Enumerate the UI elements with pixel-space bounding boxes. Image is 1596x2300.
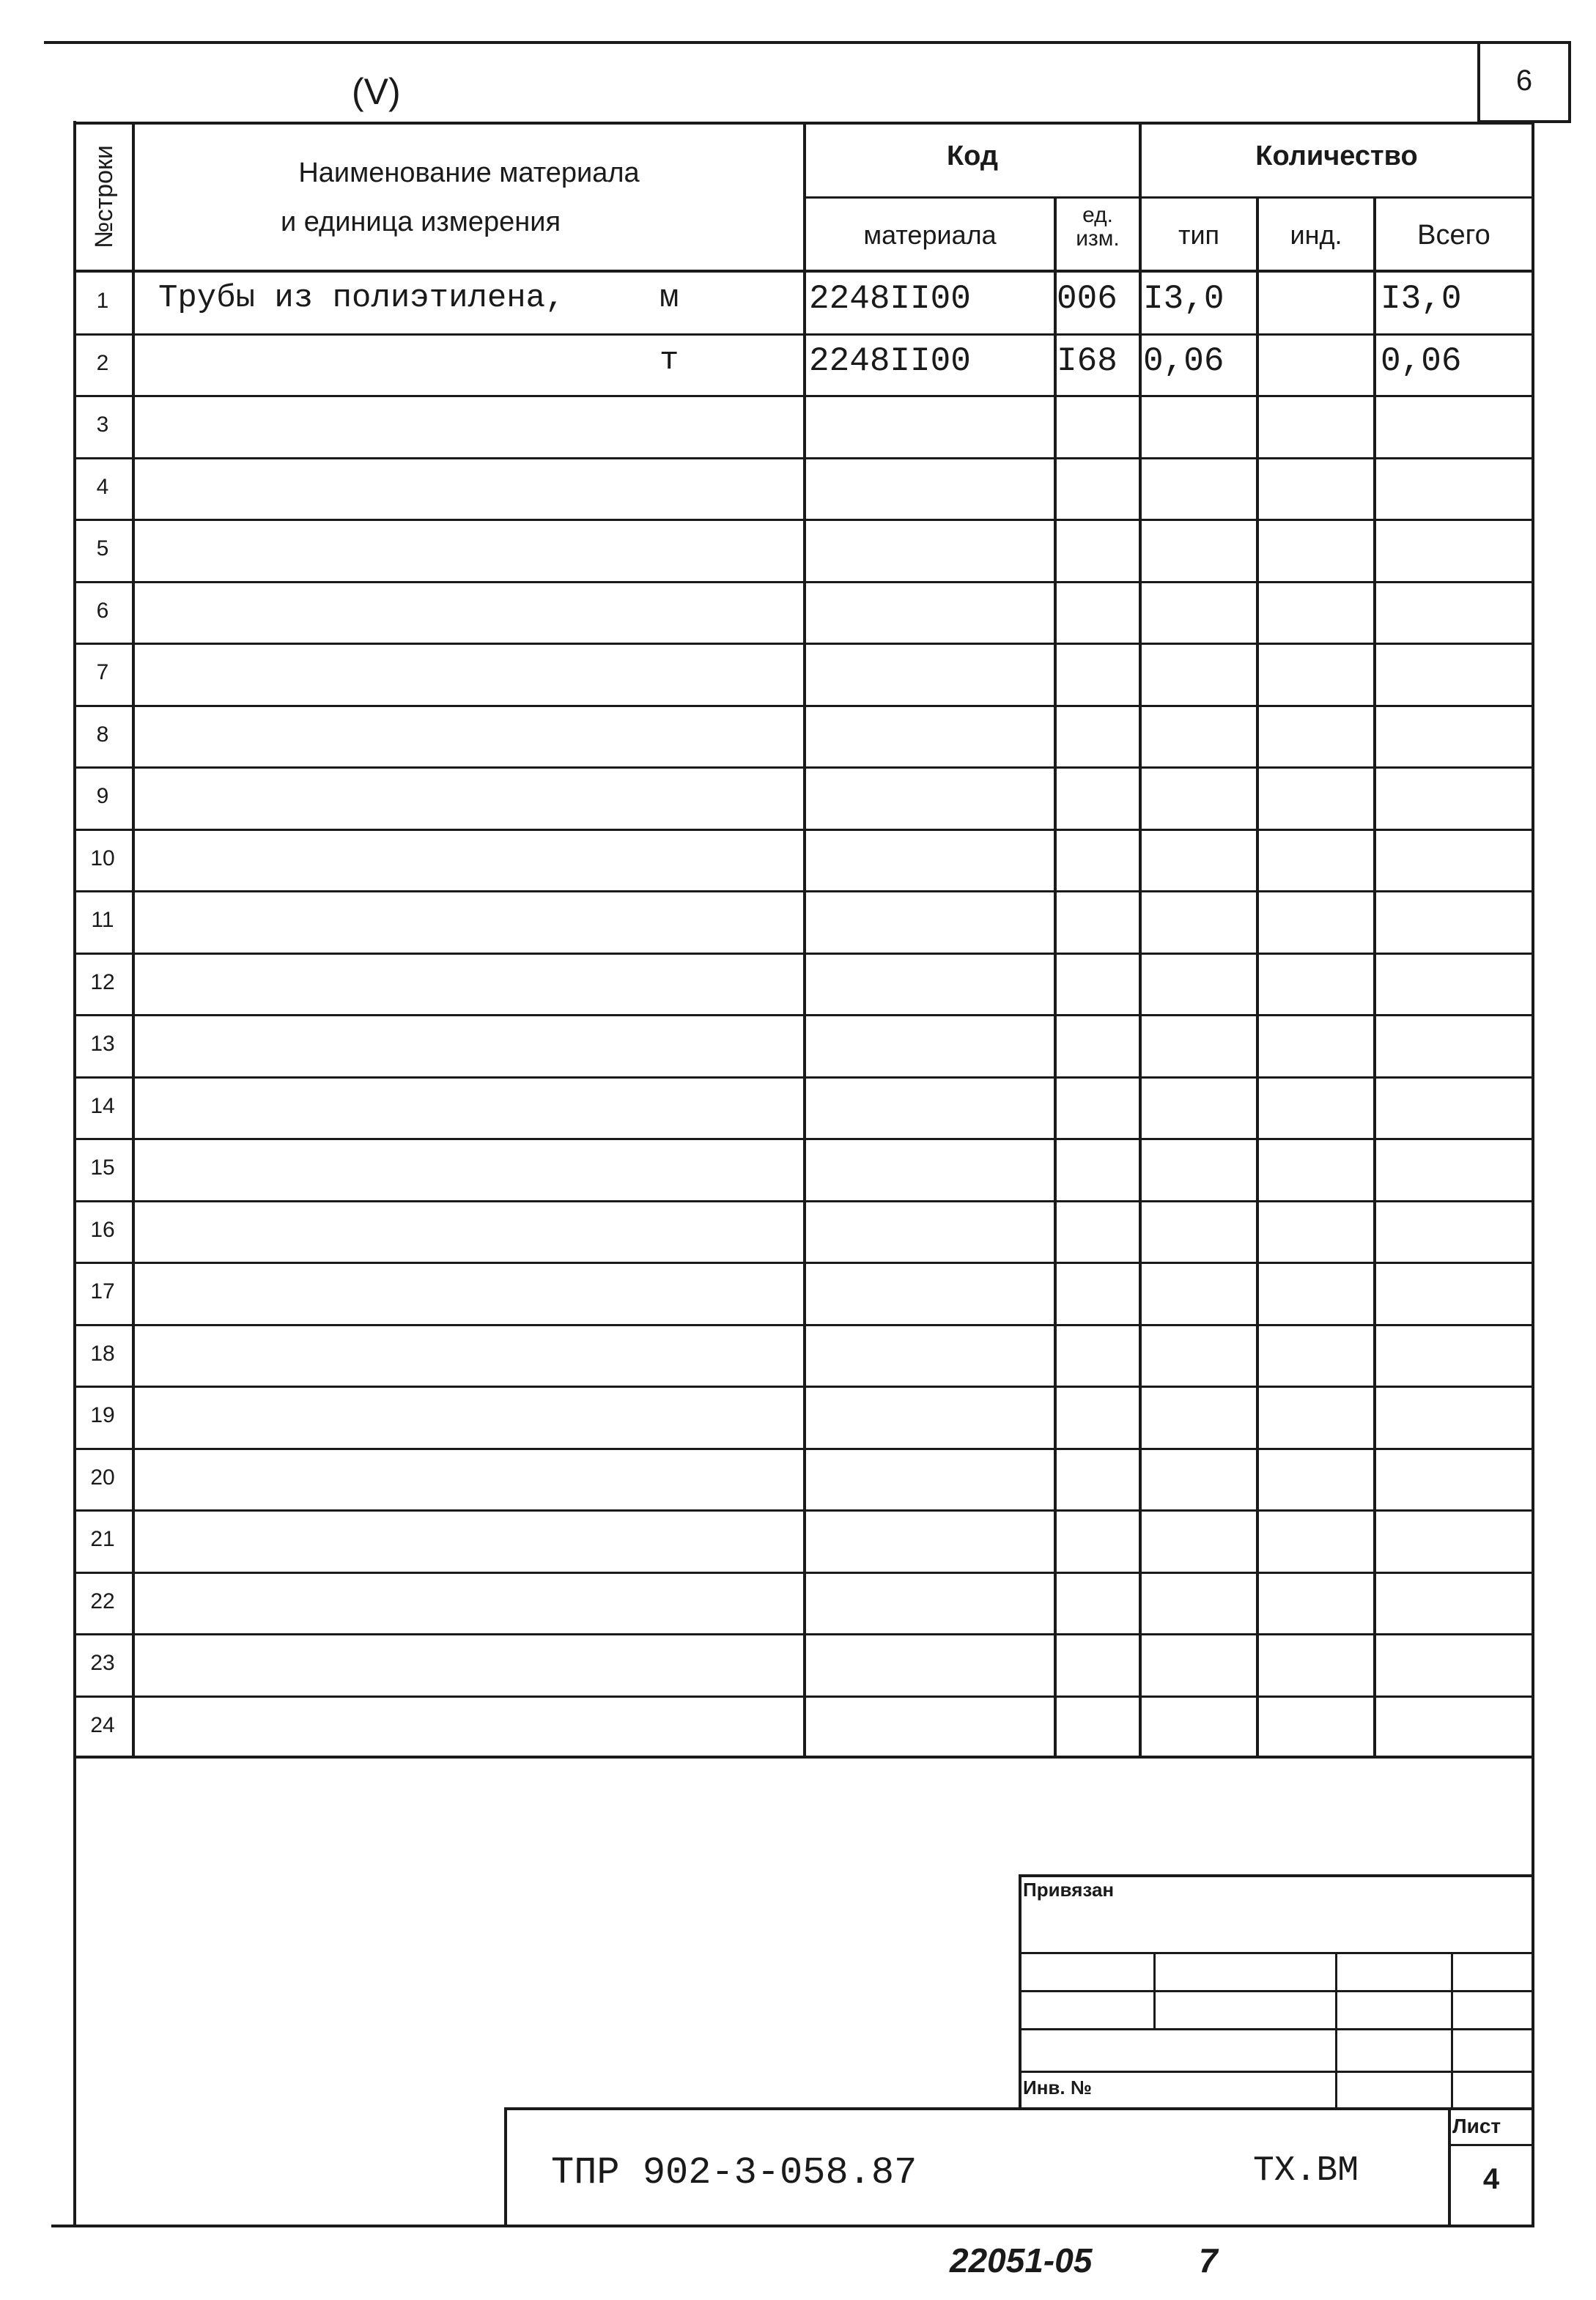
row-number: 11 — [91, 908, 114, 932]
sheet-number: 4 — [1482, 2163, 1500, 2195]
row-divider — [73, 1448, 1532, 1450]
header-code: Код — [946, 141, 999, 171]
header-total: Всего — [1417, 220, 1490, 251]
header-bottom-line — [73, 270, 1532, 273]
row-divider — [73, 953, 1532, 955]
row-total: 0,06 — [1381, 342, 1462, 380]
corner-box-right — [1568, 41, 1571, 122]
frame-top-line — [44, 41, 1568, 44]
row-number: 14 — [90, 1094, 115, 1118]
row-divider — [73, 766, 1532, 769]
row-number: 22 — [90, 1589, 115, 1613]
row-total: I3,0 — [1381, 280, 1462, 318]
row-divider — [73, 519, 1532, 521]
stamp-line-4 — [1019, 2071, 1532, 2073]
row-number: 18 — [90, 1342, 115, 1366]
row-divider — [73, 1014, 1532, 1016]
row-divider — [73, 1572, 1532, 1574]
frame-right-line — [1532, 121, 1534, 2227]
row-name: Трубы из полиэтилена, — [158, 280, 565, 317]
row-divider — [73, 457, 1532, 459]
row-number: 3 — [96, 413, 109, 437]
row-divider — [73, 1324, 1532, 1326]
doc-code: ТПР 902-3-058.87 — [551, 2151, 917, 2194]
frame-bottom-line — [51, 2225, 1534, 2227]
row-divider — [73, 1262, 1532, 1264]
row-number: 1 — [96, 289, 109, 313]
row-number: 17 — [90, 1279, 115, 1304]
row-divider — [73, 1138, 1532, 1140]
row-divider — [73, 395, 1532, 397]
row-divider — [73, 1633, 1532, 1635]
row-number: 16 — [90, 1218, 115, 1242]
row-divider — [73, 1076, 1532, 1079]
row-number: 13 — [90, 1032, 115, 1056]
title-box-left — [504, 2107, 507, 2226]
row-unit-letter: м — [660, 280, 679, 317]
row-number: 20 — [90, 1465, 115, 1490]
row-number: 6 — [96, 599, 109, 623]
header-name-line1: Наименование материала — [298, 158, 640, 188]
row-number: 8 — [96, 722, 109, 747]
row-number: 4 — [96, 475, 109, 499]
stamp-top-line — [1019, 1874, 1532, 1877]
stamp-vline-1 — [1153, 1952, 1156, 2028]
title-box-top — [504, 2107, 1532, 2110]
corner-number: 6 — [1515, 64, 1533, 97]
row-unit-code: 006 — [1057, 280, 1117, 318]
col-line-unit — [1139, 122, 1142, 1757]
stamp-vline-3 — [1451, 1952, 1453, 2109]
row-material-code: 2248II00 — [809, 280, 971, 318]
row-divider — [73, 705, 1532, 707]
col-line-rownum — [132, 122, 135, 1757]
row-divider — [73, 890, 1532, 892]
header-ind: инд. — [1290, 220, 1342, 250]
col-line-typ — [1256, 196, 1259, 1757]
stamp-inv-label: Инв. № — [1023, 2077, 1092, 2099]
header-typ: тип — [1178, 220, 1220, 250]
row-number: 7 — [96, 660, 109, 684]
sheet-label-line — [1448, 2144, 1532, 2146]
stamp-bound-label: Привязан — [1023, 1879, 1115, 1901]
stamp-vline-2 — [1335, 1952, 1337, 2109]
row-number: 10 — [90, 846, 115, 870]
row-number: 23 — [90, 1651, 115, 1675]
row-typ: 0,06 — [1143, 342, 1224, 380]
footer-page: 7 — [1199, 2241, 1218, 2279]
row-number: 12 — [90, 970, 115, 994]
doc-mark: ТХ.ВМ — [1253, 2151, 1359, 2191]
row-divider — [73, 333, 1532, 336]
header-row-number: №строки — [89, 144, 118, 248]
row-unit-letter: т — [660, 342, 679, 379]
col-line-name — [803, 122, 806, 1757]
header-material: материала — [863, 220, 997, 250]
col-line-ind — [1373, 196, 1376, 1757]
variant-label: (V) — [352, 71, 401, 112]
row-unit-code: I68 — [1057, 342, 1117, 380]
sheet-label: Лист — [1452, 2115, 1501, 2137]
archive-number: 22051-05 — [950, 2241, 1093, 2279]
header-quantity: Количество — [1255, 141, 1418, 171]
row-number: 5 — [96, 536, 109, 561]
row-number: 15 — [90, 1155, 115, 1180]
row-divider — [73, 829, 1532, 831]
header-unit: ед. изм. — [1076, 203, 1120, 251]
row-divider — [73, 643, 1532, 645]
row-divider — [73, 1200, 1532, 1202]
stamp-line-1 — [1019, 1952, 1532, 1954]
row-number: 9 — [96, 784, 109, 808]
table-top-line — [73, 122, 1532, 125]
row-divider — [73, 581, 1532, 583]
row-material-code: 2248II00 — [809, 342, 971, 380]
header-row-number-cell — [76, 123, 132, 270]
row-divider — [73, 1386, 1532, 1388]
header-name-line2: и единица измерения — [280, 207, 561, 237]
stamp-line-3 — [1019, 2028, 1532, 2030]
table-bottom-line — [73, 1756, 1532, 1759]
row-number: 19 — [90, 1403, 115, 1427]
row-divider — [73, 1509, 1532, 1512]
col-line-material — [1054, 196, 1057, 1757]
row-divider — [73, 1696, 1532, 1698]
stamp-line-2 — [1019, 1990, 1532, 1992]
row-typ: I3,0 — [1143, 280, 1224, 318]
row-number: 24 — [90, 1713, 115, 1737]
row-number: 21 — [90, 1527, 115, 1551]
header-mid-line — [803, 196, 1532, 199]
row-number: 2 — [96, 351, 109, 375]
